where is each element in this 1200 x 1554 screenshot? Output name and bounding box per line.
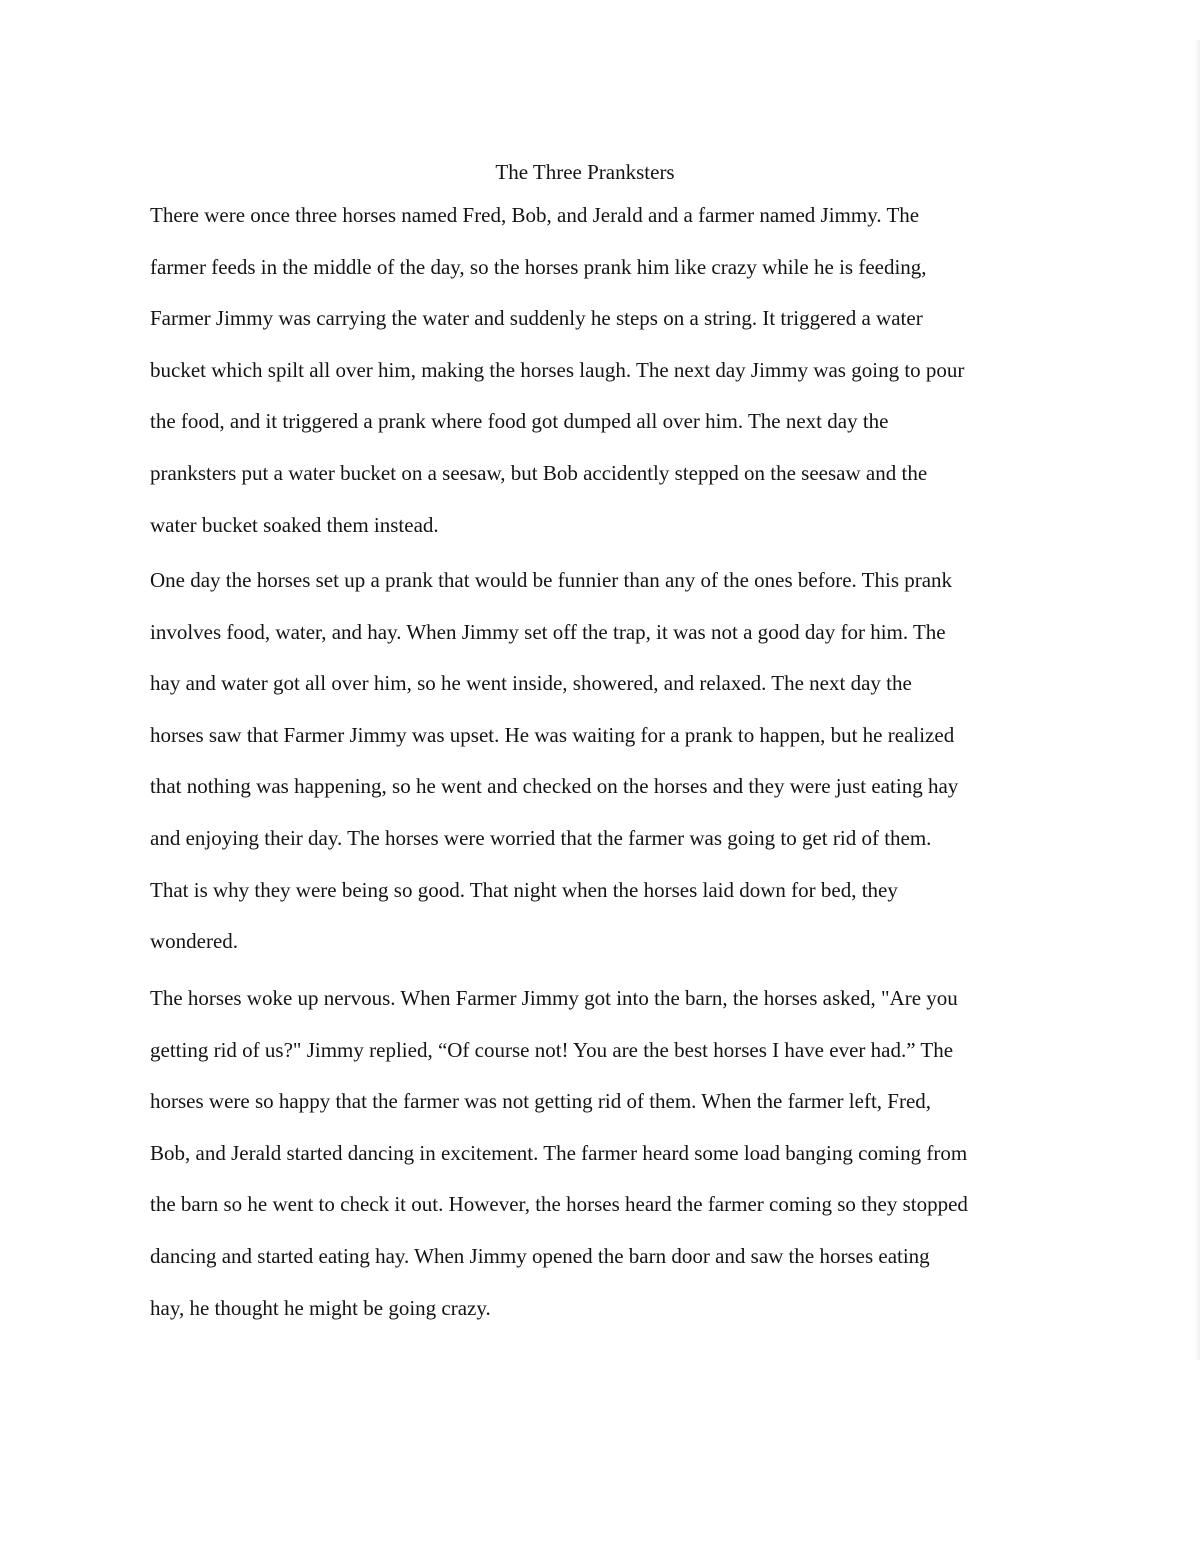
paragraph-line: the food, and it triggered a prank where food got dumped all over him. The next day the <box>150 409 889 434</box>
paragraph-line: water bucket soaked them instead. <box>150 512 439 537</box>
paragraph-line: involves food, water, and hay. When Jimmy set off the trap, it was not a good day for him. The <box>150 619 946 644</box>
paragraph-3 <box>150 973 1040 1334</box>
paragraph-1 <box>150 190 1040 551</box>
paragraph-line: One day the horses set up a prank that would be funnier than any of the ones before. This prank <box>150 568 953 592</box>
paragraph-line: That is why they were being so good. That night when the horses laid down for bed, they <box>150 877 898 902</box>
paragraph-line: pranksters put a water bucket on a seesaw, but Bob accidently stepped on the seesaw and the <box>150 460 928 485</box>
paragraph-line: Farmer Jimmy was carrying the water and suddenly he steps on a string. It triggered a water <box>150 306 923 331</box>
paragraph-line: hay and water got all over him, so he went inside, showered, and relaxed. The next day the <box>150 671 912 696</box>
paragraph-line: horses saw that Farmer Jimmy was upset. He was waiting for a prank to happen, but he realized <box>150 722 955 747</box>
paragraph-line: the barn so he went to check it out. However, the horses heard the farmer coming so they stopped <box>150 1192 968 1217</box>
paragraph-line: horses were so happy that the farmer was not getting rid of them. When the farmer left, Fred, <box>150 1089 932 1114</box>
paragraph-line: farmer feeds in the middle of the day, so the horses prank him like crazy while he is feeding, <box>150 254 927 279</box>
paragraph-line: There were once three horses named Fred, Bob, and Jerald and a farmer named Jimmy. The <box>150 203 920 227</box>
scan-edge-shadow <box>1194 40 1200 1360</box>
paragraph-line: The horses woke up nervous. When Farmer Jimmy got into the barn, the horses asked, "Are you <box>150 986 958 1010</box>
paragraph-line: hay, he thought he might be going crazy. <box>150 1295 491 1320</box>
paragraph-line: Bob, and Jerald started dancing in excitement. The farmer heard some load banging coming from <box>150 1140 968 1165</box>
paragraph-line: wondered. <box>150 929 239 954</box>
paragraph-line: bucket which spilt all over him, making the horses laugh. The next day Jimmy was going to pour <box>150 357 965 382</box>
story-title: The Three Pranksters <box>495 160 675 184</box>
paragraph-line: dancing and started eating hay. When Jimmy opened the barn door and saw the horses eating <box>150 1243 930 1268</box>
paragraph-line: and enjoying their day. The horses were worried that the farmer was going to get rid of them. <box>150 825 932 850</box>
paragraph-line: that nothing was happening, so he went and checked on the horses and they were just eating hay <box>150 774 959 799</box>
paragraph-2 <box>150 555 1040 968</box>
paragraph-line: getting rid of us?" Jimmy replied, “Of course not! You are the best horses I have ever had.” The <box>150 1037 954 1062</box>
